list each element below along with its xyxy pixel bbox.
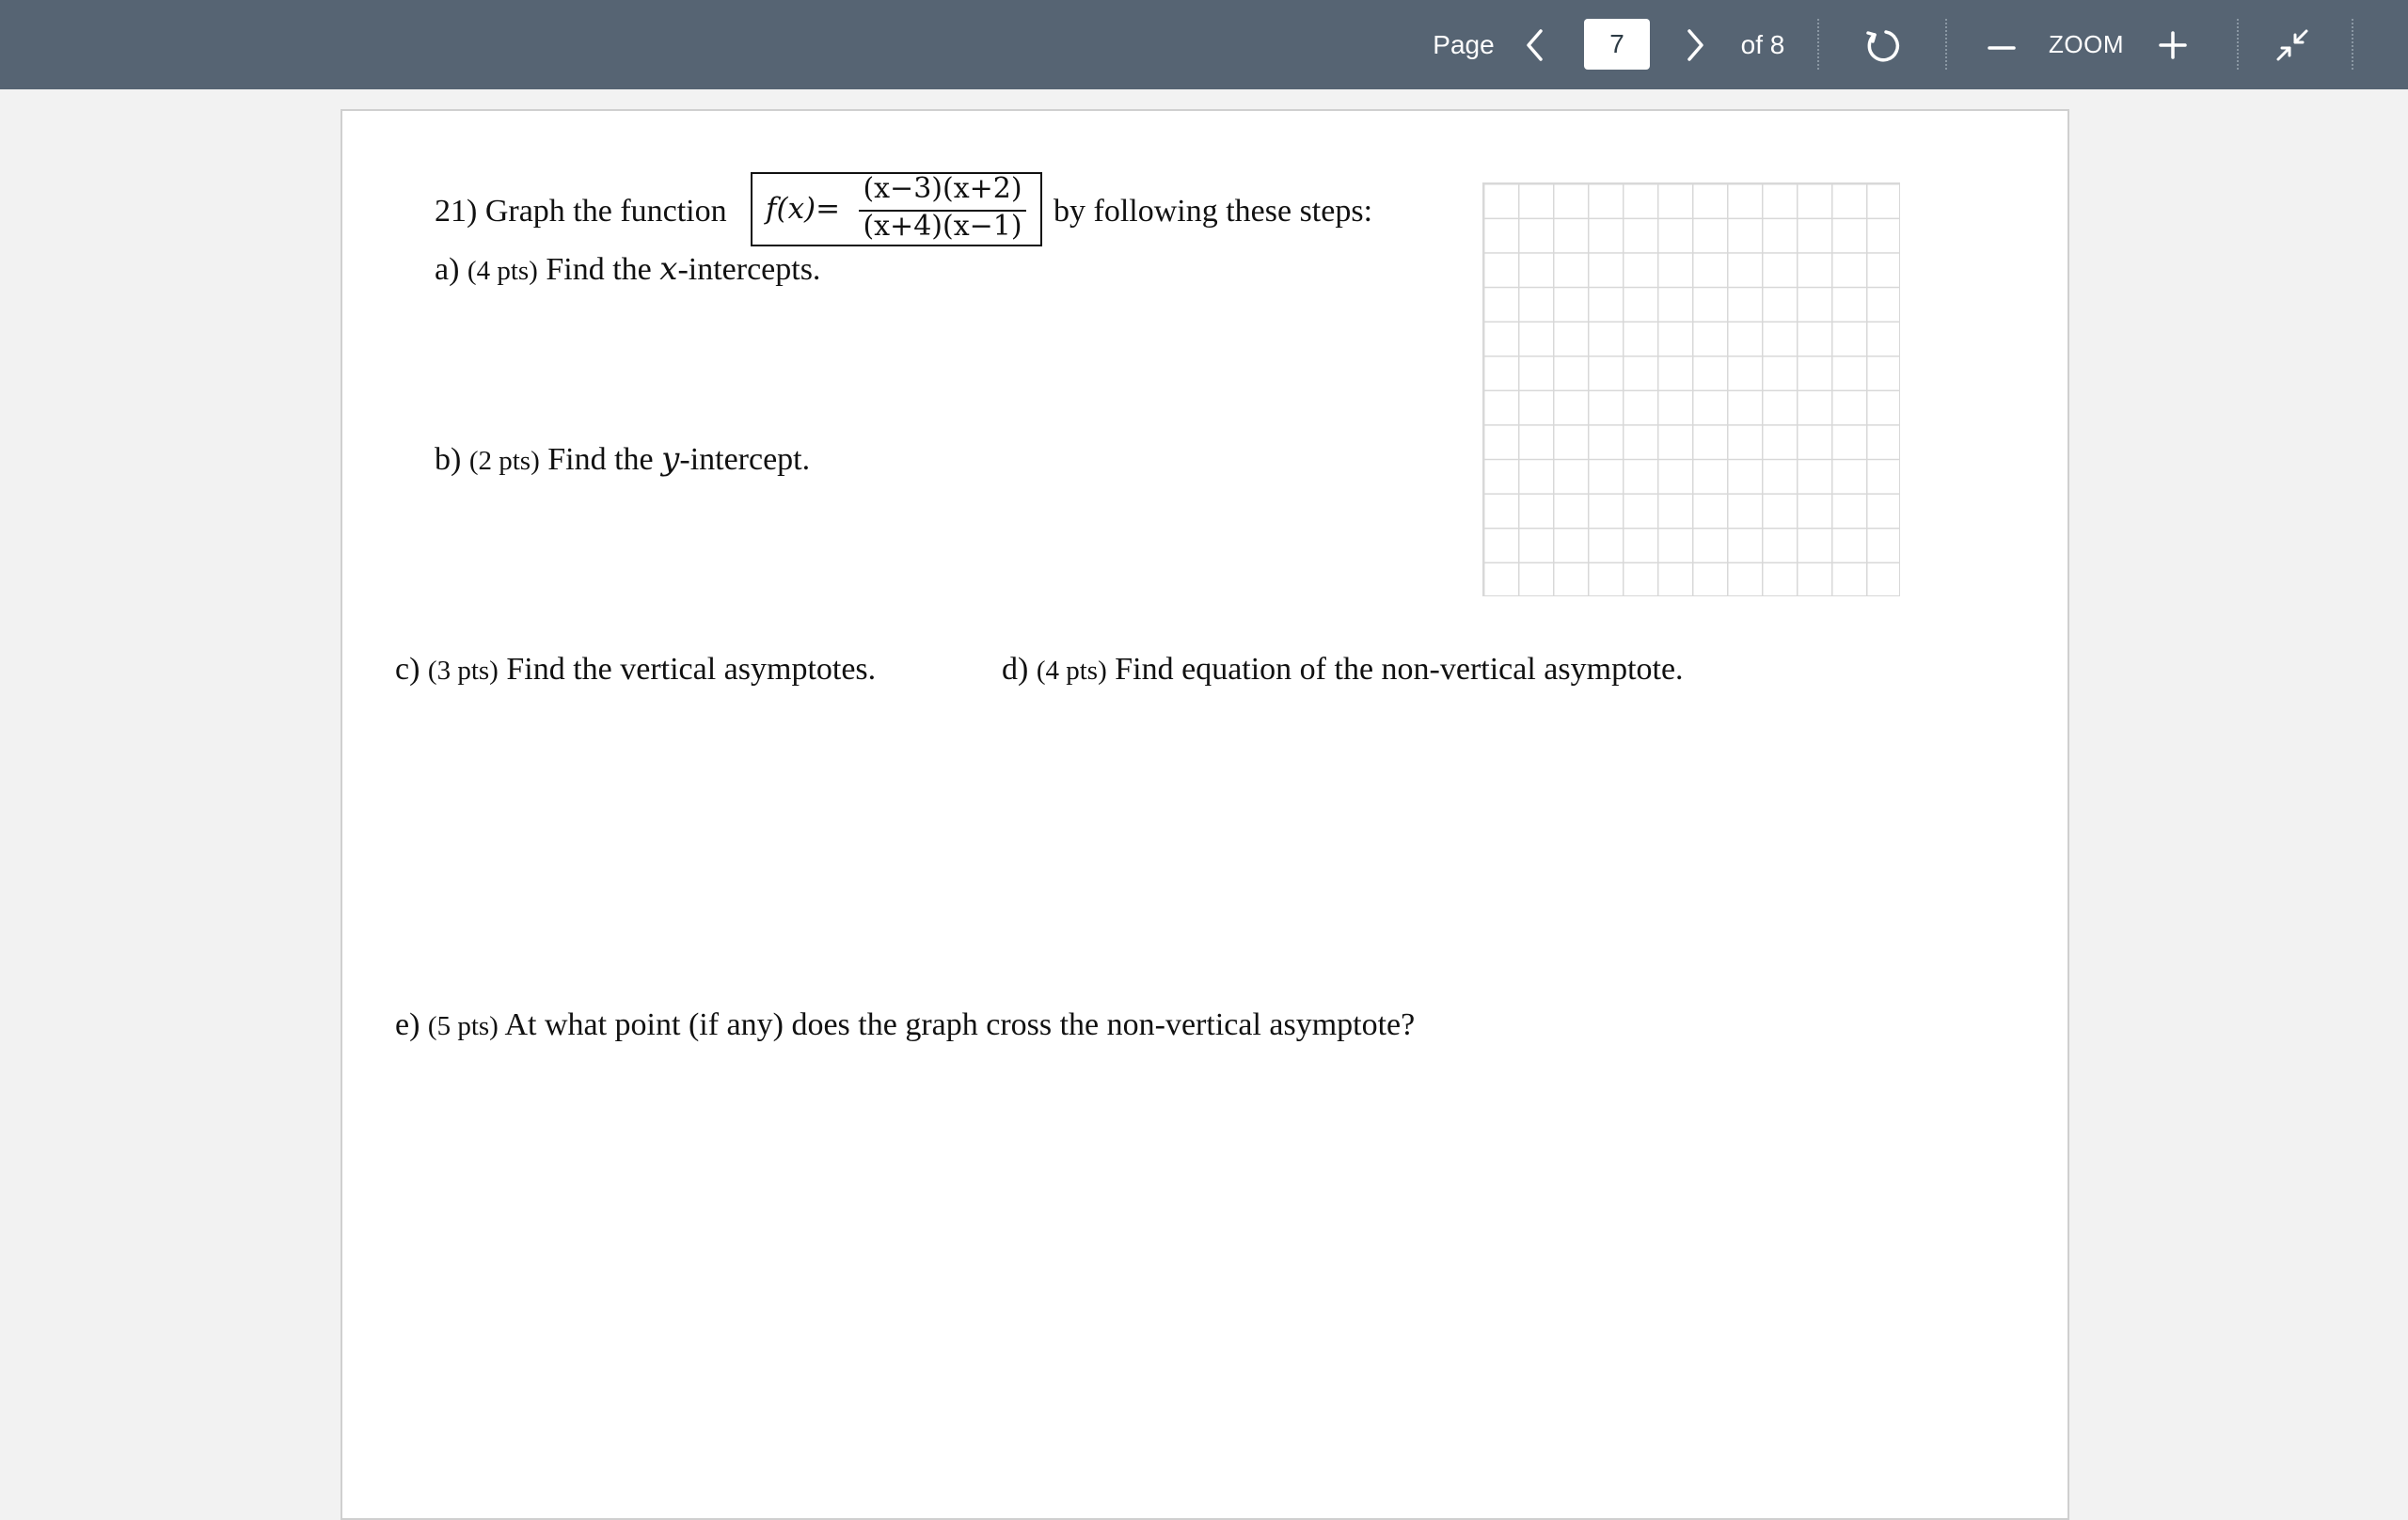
toolbar-divider	[1817, 19, 1819, 70]
toolbar-divider	[2352, 19, 2353, 70]
question-21-intro: 21) Graph the function	[435, 194, 727, 229]
toolbar-divider	[2237, 19, 2239, 70]
part-c-points: (3 pts)	[427, 656, 499, 686]
minus-icon	[1988, 31, 2016, 59]
pdf-toolbar	[0, 0, 2408, 89]
page-label: Page	[1433, 29, 1495, 59]
part-a	[435, 250, 820, 288]
part-d-points: (4 pts)	[1036, 656, 1107, 686]
part-a-points: (4 pts)	[467, 256, 538, 286]
part-c-label: c)	[395, 652, 420, 687]
zoom-in-button[interactable]	[2154, 0, 2192, 89]
part-b-text-end: -intercept.	[679, 442, 811, 477]
function-lhs: f(x)=	[766, 192, 841, 226]
total-pages-label: of 8	[1740, 29, 1785, 59]
part-e-label: e)	[395, 1007, 420, 1042]
next-page-button[interactable]	[1676, 0, 1714, 89]
part-b-label: b)	[435, 442, 462, 477]
page-number-input[interactable]	[1584, 19, 1650, 70]
function-numerator: (x−3)(x+2)	[863, 172, 1022, 205]
part-d-label: d)	[1002, 652, 1029, 687]
part-b-text: Find the	[547, 442, 662, 477]
function-denominator: (x+4)(x−1)	[863, 210, 1022, 243]
zoom-label: ZOOM	[2049, 30, 2124, 58]
plus-icon	[2158, 30, 2188, 60]
toolbar-divider	[1945, 19, 1947, 70]
part-e	[395, 1007, 1415, 1043]
part-a-variable: x	[659, 250, 678, 288]
function-box	[751, 172, 1042, 246]
part-c	[395, 652, 876, 688]
chevron-left-icon	[1525, 28, 1545, 62]
rotate-button[interactable]	[1859, 0, 1906, 89]
part-e-text: At what point (if any) does the graph cross the non-vertical asymptote?	[504, 1007, 1416, 1042]
part-d	[1002, 652, 1684, 688]
part-e-points: (5 pts)	[427, 1011, 499, 1041]
graph-grid	[1482, 182, 1900, 596]
part-b-variable: y	[661, 440, 680, 478]
part-d-text: Find equation of the non-vertical asymptote.	[1115, 652, 1684, 687]
prev-page-button[interactable]	[1516, 0, 1554, 89]
part-b	[435, 440, 810, 478]
collapse-button[interactable]	[2273, 0, 2312, 89]
pdf-page	[341, 109, 2069, 1520]
collapse-icon	[2274, 27, 2310, 63]
part-a-text: Find the	[546, 252, 660, 287]
rotate-icon	[1863, 26, 1901, 64]
part-a-label: a)	[435, 252, 460, 287]
chevron-right-icon	[1685, 28, 1705, 62]
part-a-text-end: -intercepts.	[677, 252, 821, 287]
question-21-outro: by following these steps:	[1054, 194, 1373, 229]
part-c-text: Find the vertical asymptotes.	[506, 652, 877, 687]
part-b-points: (2 pts)	[468, 446, 540, 476]
zoom-out-button[interactable]	[1983, 0, 2020, 89]
